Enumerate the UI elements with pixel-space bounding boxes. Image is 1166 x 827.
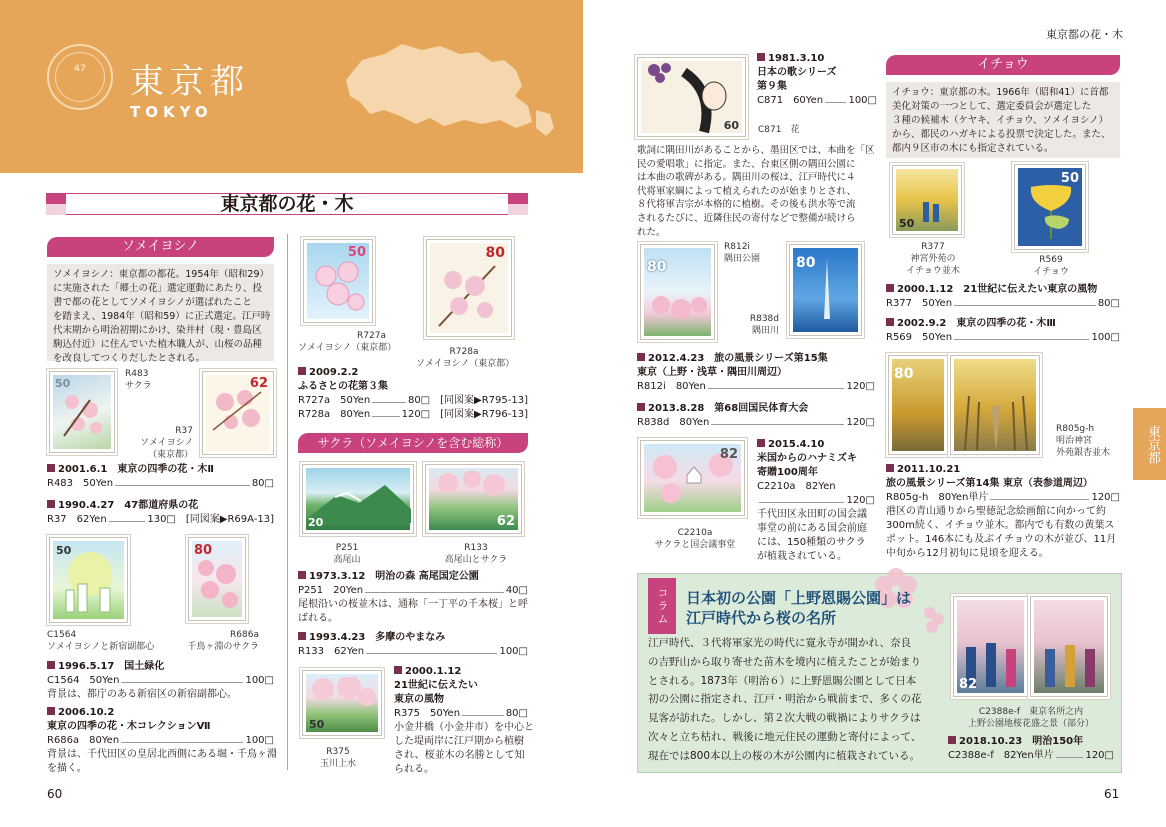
entry-e4: 2006.10.2 東京の四季の花・木コレクションⅦ R686a 80Yen 100□ 背景は、千代田区の皇居北西側にある堀・千鳥ヶ淵 を描く。 (47, 707, 277, 774)
entry-e16: 2018.10.23 明治150年 C2388e-f 82Yen単片 120□ (948, 736, 1114, 761)
column-tag: コラム (648, 578, 676, 634)
stamp-r483: 50 (49, 371, 115, 453)
caption-r805g: R805g-h 明治神宮 外苑銀杏並木 (1056, 424, 1111, 458)
stamp-r805g: 80 (888, 355, 948, 455)
page-number-right: 61 (1104, 787, 1120, 801)
stamp-r375: 50 (302, 670, 382, 736)
entry-e2: 1990.4.27 47都道府県の花 R37 62Yen 130□ [同図案▶R69A-13] (47, 500, 274, 525)
stamp-r377: 50 (892, 165, 962, 235)
stamp-c1564: 50 (49, 537, 128, 623)
c871-description: 歌詞に隅田川があることから、墨田区では、本曲を「区 民の愛唱歌」に指定。また、台東区側の隅田公園に は本曲の歌碑がある。隅田川の桜は、江戸時代に４ 代将軍家綱によって植えられたのが始まりとされ、 ８代将軍吉宗が本格的に植樹。その後も洪水等で流 されるたびに、近隣住民の寄付などで整備が続けら れた。 (637, 145, 875, 238)
entry-e7: 1993.4.23 多摩のやまなみ R133 62Yen 100□ (298, 632, 528, 657)
caption-c1564: C1564 ソメイヨシノと新宿副都心 (47, 630, 155, 652)
caption-r37: R37 ソメイヨシノ （東京都） (140, 426, 194, 460)
someiyoshino-box-line: 書で都の花としてソメイヨシノが選ばれたこと (53, 297, 252, 308)
entry-e3: 1996.5.17 国土緑化 C1564 50Yen 100□ 背景は、都庁のある新宿区の新宿副都心。 (47, 661, 274, 700)
someiyoshino-box-line: ソメイヨシノ：東京都の都花。1954年（昭和29） (53, 269, 270, 280)
seal-number: 47 (73, 64, 87, 74)
caption-c2210a: C2210a サクラと国会議事堂 (654, 528, 736, 550)
running-head: 東京都の花・木 (1046, 28, 1123, 41)
caption-r133: R133 高尾山とサクラ (444, 543, 508, 565)
stamp-r728a: 80 (426, 239, 512, 337)
info-box-someiyoshino (47, 264, 274, 364)
someiyoshino-box-line: 駒込付近）に住んでいた植木職人が、山桜の品種 (53, 339, 263, 350)
entry-e1: 2001.6.1 東京の四季の花・木Ⅱ R483 50Yen 80□ (47, 464, 274, 489)
stamp-c2388f (1030, 596, 1108, 697)
stamp-r133: 62 (425, 464, 522, 534)
prefecture-seal (47, 44, 113, 110)
stamp-r37: 62 (202, 371, 274, 455)
caption-r812i: R812i 隅田公園 (724, 242, 761, 264)
entry-e8: 2000.1.12 21世紀に伝えたい 東京の風物 R375 50Yen 80□ 小金井橋（小金井市）を中心と した堤両岸に江戸期から植樹 され、桜並木の名勝として知 られる。 (394, 666, 534, 775)
caption-r483: R483 サクラ (125, 369, 152, 391)
caption-r728a: R728a ソメイヨシノ（東京都） (416, 347, 515, 369)
icho-box-line: 美化対策の一つとして、選定委員会が選定した (892, 101, 1092, 112)
caption-r377: R377 神宮外苑の イチョウ並木 (906, 242, 960, 276)
caption-r375: R375 玉川上水 (319, 747, 356, 769)
caption-c2388: C2388e-f 東京名所之内 上野公園地桜花盛之景（部分） (967, 707, 1094, 729)
stamp-r686a: 80 (188, 537, 246, 621)
title-bar-left-stripe (46, 193, 66, 215)
stamp-r569: 50 (1014, 164, 1086, 250)
stamp-r812i: 80 (640, 244, 715, 340)
caption-r727a: R727a ソメイヨシノ（東京都） (298, 331, 397, 353)
stamp-r727a: 50 (303, 239, 373, 323)
stamp-c2210a: 82 (640, 440, 745, 516)
icho-box-line: イチョウ：東京都の木。1966年（昭和41）に首都 (892, 87, 1109, 98)
caption-r569: R569 イチョウ (1033, 255, 1069, 277)
someiyoshino-box-line: 代末期から明治初期にかけ、染井村（現・豊島区 (53, 325, 262, 336)
section-someiyoshino: ソメイヨシノ (47, 237, 274, 257)
someiyoshino-box-line: に実施された「郷土の花」選定運動にあたり、投 (53, 283, 263, 294)
column-title: 日本初の公園「上野恩賜公園」は 江戸時代から桜の名所 (686, 589, 912, 627)
caption-c871: C871 花 (758, 125, 800, 135)
column-body: 江戸時代、３代将軍家光の時代に寛永寺が開かれ、奈良 の吉野山から取り寄せた苗木を境内に植えたことが始まり とされる。1873年（明治６）に上野恩賜公園として日本 初の公園に指定され、江戸・明治から戦前まで、多くの花 見客が訪れた。しかし、第２次大戦の戦禍によりサクラは 次々と立ち枯れ、戦後に地元住民の運動と寄付によって、 現在では800本以上の桜の木が公園内に植栽されている。 (648, 637, 922, 762)
stamp-c871: 60 (637, 57, 746, 137)
column-divider-1 (287, 234, 288, 770)
caption-r686a: R686a 千鳥ヶ淵のサクラ (187, 630, 259, 652)
entry-e12: 2015.4.10 米国からのハナミズキ 寄贈100周年 C2210a 82Yen 120□ 千代田区永田町の国会議 事堂の前にある国会前庭 には、150種類のサクラ が植栽されている。 (757, 439, 875, 562)
someiyoshino-box-line: を踏まえ、1984年（昭和59）に正式選定。江戸時 (53, 311, 271, 322)
stamp-r838d: 80 (789, 244, 862, 336)
icho-box-line: ３種の候補木（ケヤキ、イチョウ、ソメイヨシノ） (892, 115, 1109, 126)
entry-e14: 2002.9.2 東京の四季の花・木Ⅲ R569 50Yen 100□ (886, 318, 1120, 343)
section-sakura: サクラ（ソメイヨシノを含む総称） (298, 433, 528, 453)
entry-e13: 2000.1.12 21世紀に伝えたい東京の風物 R377 50Yen 80□ (886, 284, 1120, 309)
entry-e10: 2012.4.23 旅の風景シリーズ第15集 東京（上野・浅草・隅田川周辺） R812i 80Yen 120□ (637, 353, 875, 392)
caption-r838d: R838d 隅田川 (749, 314, 779, 336)
icho-box-line: から、都民のハガキによる投票で決定した。また、 (892, 129, 1111, 140)
page-number-left: 60 (47, 787, 63, 801)
entry-e15: 2011.10.21 旅の風景シリーズ第14集 東京（表参道周辺） R805g-h 80Yen単片 120□ 港区の青山通りから聖徳記念絵画館に向かって約 300m続く、イチョウ並木。都内でも有数の黄葉ス ポット。146本にも及ぶイチョウの木が並び、11月 中旬から12月初旬に見頃を迎える。 (886, 464, 1120, 559)
someiyoshino-box-line: を改良してつくりだしたとされる。 (53, 353, 206, 364)
stamp-c2388e: 82 (953, 596, 1028, 697)
icho-box-line: 都内９区市の木にも指定されている。 (892, 143, 1054, 154)
entry-e9: 1981.3.10 日本の歌シリーズ 第９集 C871 60Yen 100□ (757, 53, 877, 106)
section-icho: イチョウ (886, 55, 1120, 75)
page-subtitle: TOKYO (130, 103, 213, 121)
entry-e11: 2013.8.28 第68回国民体育大会 R838d 80Yen 120□ (637, 403, 875, 428)
entry-e5: 2009.2.2 ふるさとの花第３集 R727a 50Yen 80□ [同図案▶R795-13] R728a 80Yen 120□ [同図案▶R796-13] (298, 367, 528, 420)
stamp-p251: 20 (302, 464, 414, 534)
stamp-r805h (950, 355, 1040, 455)
side-tab-label: 東京都 (1145, 424, 1160, 464)
tokyo-map-icon (340, 40, 575, 150)
main-title: 東京都の花・木 (220, 193, 354, 215)
title-bar-right-stripe (508, 193, 528, 215)
entry-e6: 1973.3.12 明治の森 高尾国定公園 P251 20Yen 40□ 尾根沿いの桜並木は、通称「一丁平の千本桜」と呼 ばれる。 (298, 571, 528, 624)
page-title: 東京都 (130, 62, 250, 102)
caption-p251: P251 高尾山 (333, 543, 361, 565)
info-box-icho (886, 82, 1120, 158)
